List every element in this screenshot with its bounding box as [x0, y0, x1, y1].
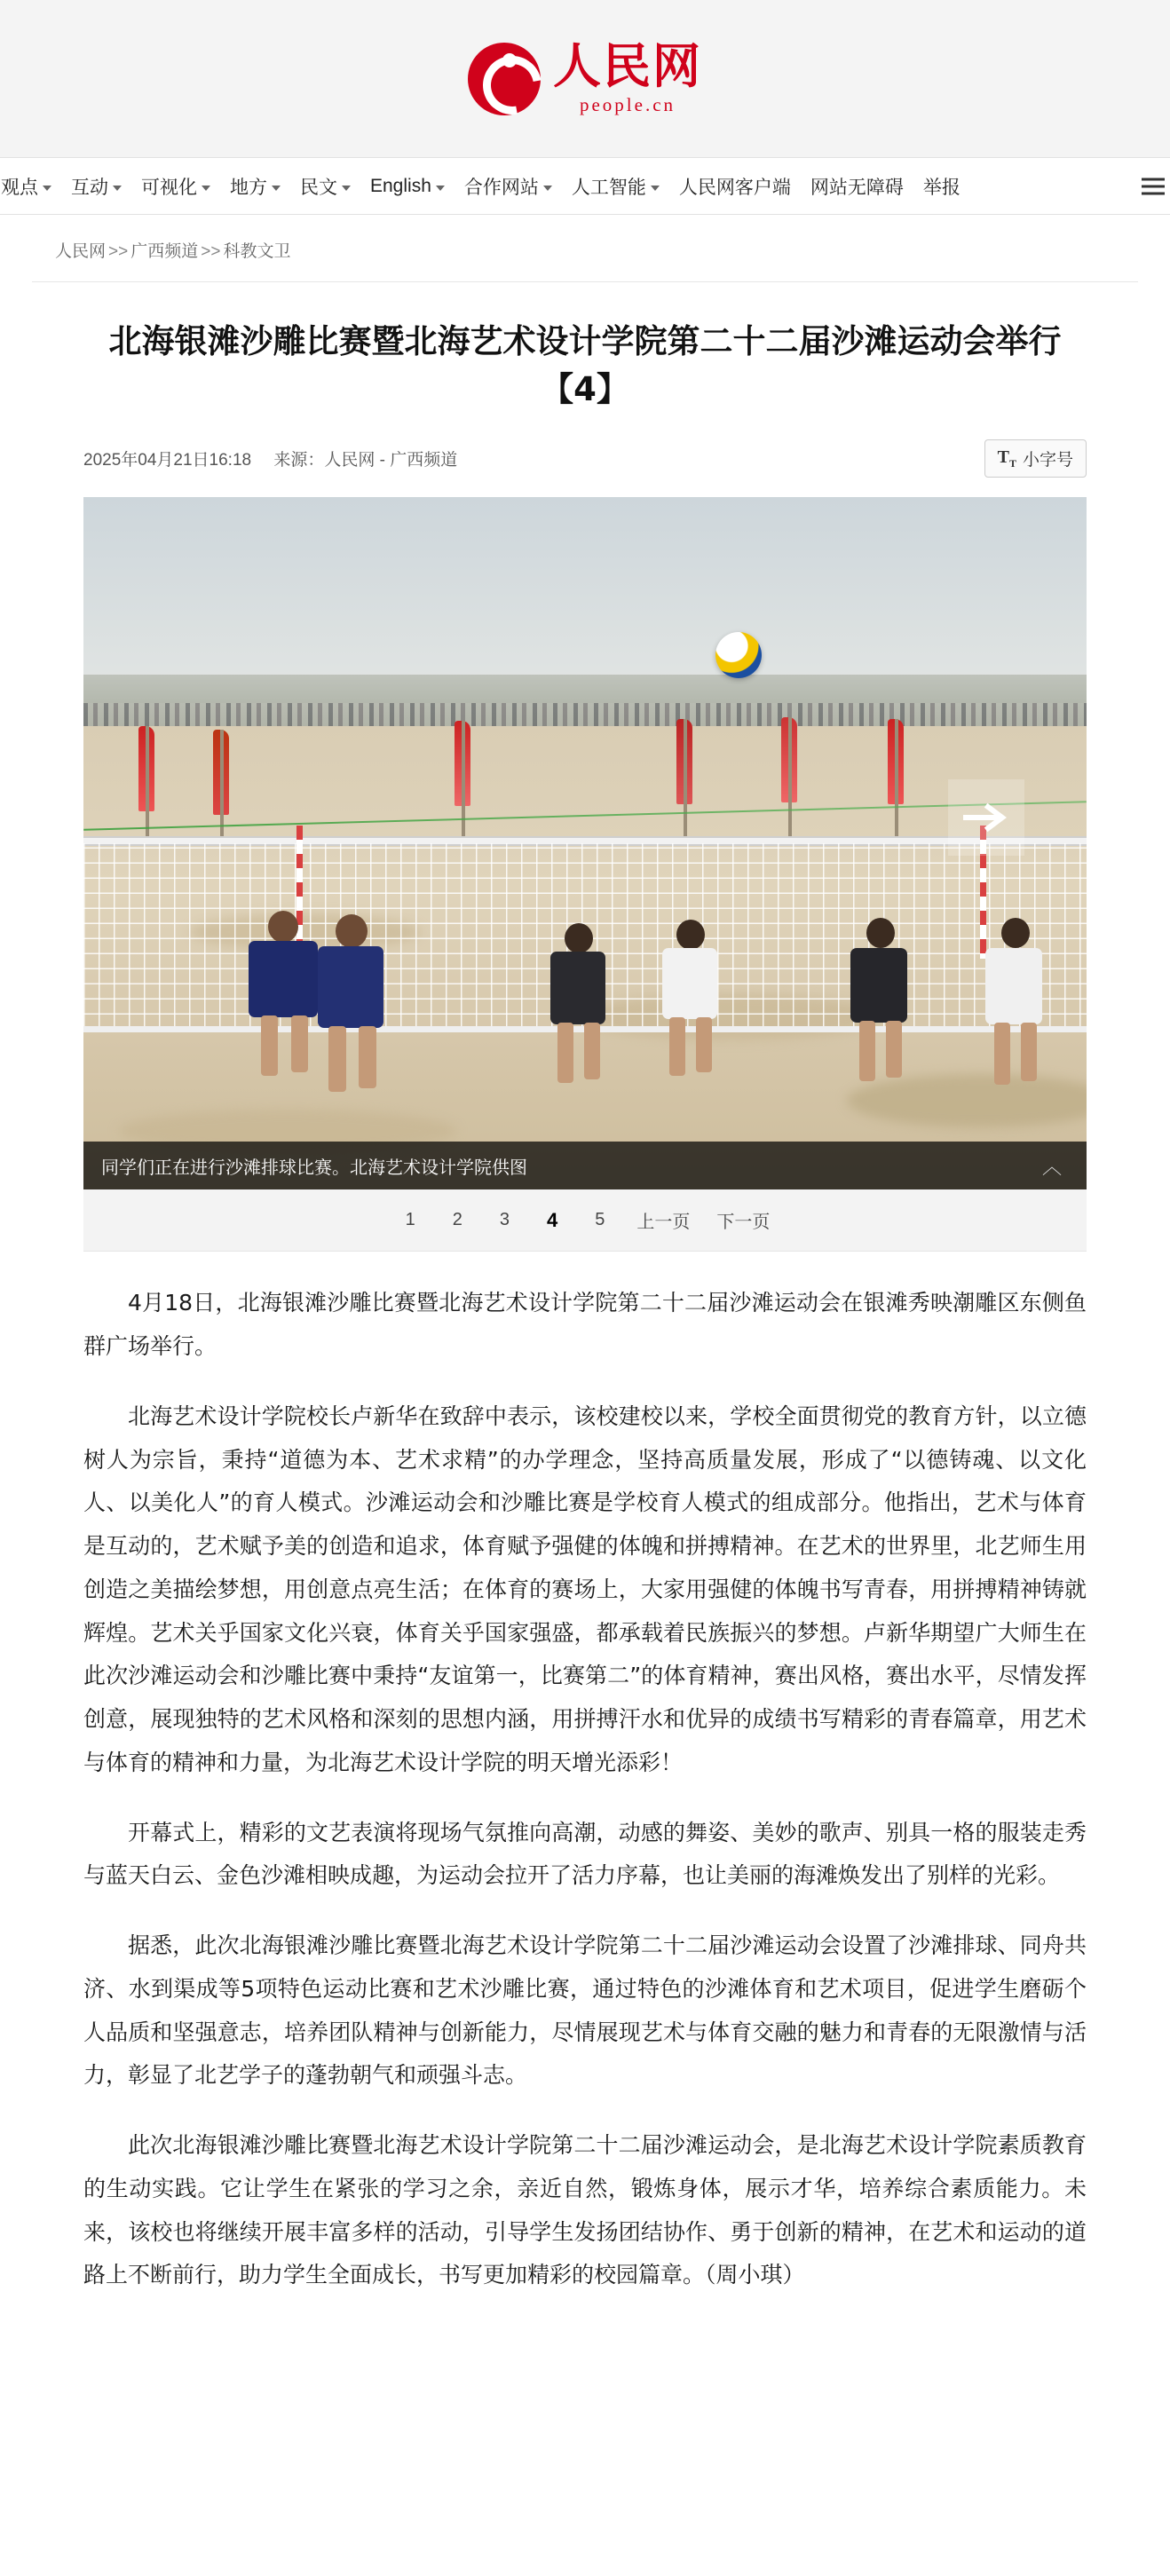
nav-item-report[interactable] [913, 173, 970, 200]
font-size-button[interactable] [984, 439, 1087, 478]
source-label: 来源： [273, 451, 325, 470]
article-container [32, 281, 1138, 2359]
nav-item-difang[interactable] [220, 173, 290, 200]
chevron-down-icon [436, 186, 445, 191]
nav-item-label: English [370, 175, 431, 196]
photo-net-antenna [296, 826, 303, 959]
photo-flag-pole [462, 721, 465, 838]
people-cn-logo-icon [468, 43, 541, 115]
nav-item-app[interactable] [669, 173, 801, 200]
breadcrumb-item-home[interactable]: 人民网 [55, 242, 107, 261]
photo-flag-pole [220, 730, 224, 840]
photo-caption: 同学们正在进行沙滩排球比赛。北海艺术设计学院供图 [101, 1158, 527, 1178]
article-meta [60, 439, 1110, 497]
logo-chinese-name: 人民网 [553, 38, 702, 94]
nav-item-guandian[interactable] [0, 173, 61, 200]
nav-item-label: 互动 [71, 177, 108, 198]
photo-volleyball [715, 632, 762, 678]
nav-item-hudong[interactable] [61, 173, 131, 200]
page-title: 北海银滩沙雕比赛暨北海艺术设计学院第二十二届沙滩运动会举行【4】 [108, 322, 1062, 408]
nav-item-accessibility[interactable] [801, 173, 913, 200]
photo-flag-pole [146, 726, 149, 840]
nav-item-label: 可视化 [141, 177, 197, 198]
photo-player [657, 948, 721, 1078]
font-size-label: 小字号 [1022, 451, 1073, 470]
menu-hamburger-icon[interactable] [1142, 178, 1165, 194]
article-body [60, 1252, 1110, 2351]
page-number-3[interactable]: 3 [499, 1210, 510, 1230]
chevron-down-icon [113, 186, 122, 191]
breadcrumb[interactable] [32, 215, 1138, 281]
prev-page-link[interactable]: 上一页 [636, 1213, 691, 1233]
chevron-down-icon [202, 186, 210, 191]
article-paragraph: 4月18日，北海银滩沙雕比赛暨北海艺术设计学院第二十二届沙滩运动会在银滩秀映潮雕区东侧鱼群广场举行。 [83, 1290, 1087, 1360]
next-photo-arrow-icon[interactable] [948, 779, 1024, 856]
next-page-link[interactable]: 下一页 [716, 1213, 771, 1233]
page-number-2[interactable]: 2 [452, 1210, 462, 1230]
page-number-5[interactable]: 5 [595, 1210, 605, 1230]
photo-player [545, 952, 609, 1083]
breadcrumb-separator: >> [201, 242, 221, 261]
nav-item-label: 举报 [922, 177, 961, 198]
nav-item-label: 地方 [230, 177, 267, 198]
photo-caption-bar [83, 1142, 1087, 1189]
nav-item-hezuowangzhan[interactable] [455, 173, 562, 200]
site-header [0, 0, 1170, 158]
logo-text [553, 38, 702, 115]
chevron-down-icon [43, 186, 51, 191]
photo-player [241, 941, 323, 1074]
article-paragraph: 据悉，此次北海银滩沙雕比赛暨北海艺术设计学院第二十二届沙滩运动会设置了沙滩排球、同舟共济、水到渠成等5项特色运动比赛和艺术沙雕比赛，通过特色的沙滩体育和艺术项目，促进学生磨砺个人品质和坚强意志，培养团队精神与创新能力，尽情展现艺术与体育交融的魅力和青春的无限激情与活力，彰显了北艺学子的蓬勃朝气和顽强斗志。 [83, 1932, 1087, 2089]
nav-item-label: 人工智能 [571, 177, 646, 198]
chevron-down-icon [272, 186, 281, 191]
article-paragraph: 北海艺术设计学院校长卢新华在致辞中表示，该校建校以来，学校全面贯彻党的教育方针，以立德树人为宗旨，秉持“道德为本、艺术求精”的办学理念，坚持高质量发展，形成了“以德铸魂、以文化人、以美化人”的育人模式。沙滩运动会和沙雕比赛是学校育人模式的组成部分。他指出，艺术与体育是互动的，艺术赋予美的创造和追求，体育赋予强健的体魄和拼搏精神。在艺术的世界里，北艺师生用创造之美描绘梦想，用创意点亮生活；在体育的赛场上，大家用强健的体魄书写青春，用拼搏精神铸就辉煌。艺术关乎国家文化兴衰，体育关乎国家强盛，都承载着民族振兴的梦想。卢新华期望广大师生在此次沙滩运动会和沙雕比赛中秉持“友谊第一，比赛第二”的体育精神，赛出风格，赛出水平，尽情发挥创意，展现独特的艺术风格和深刻的思想内涵，用拼搏汗水和优异的成绩书写精彩的青春篇章，用艺术与体育的精神和力量，为北海艺术设计学院的明天增光添彩！ [83, 1403, 1087, 1775]
photo-flag-pole [788, 717, 792, 838]
breadcrumb-item-channel[interactable]: 广西频道 [130, 242, 199, 261]
publish-date: 2025年04月21日16:18 [83, 451, 252, 470]
logo-english-name: people.cn [579, 94, 676, 115]
nav-item-label: 合作网站 [463, 177, 539, 198]
article-paragraph: 此次北海银滩沙雕比赛暨北海艺术设计学院第二十二届沙滩运动会，是北海艺术设计学院素质教育的生动实践。它让学生在紧张的学习之余，亲近自然，锻炼身体，展示才华，培养综合素质能力。未来，该校也将继续开展丰富多样的活动，引导学生发扬团结协作、勇于创新的精神，在艺术和运动的道路上不断前行，助力学生全面成长，书写更加精彩的校园篇章。（周小琪） [83, 2132, 1087, 2288]
site-logo[interactable] [468, 38, 702, 115]
chevron-down-icon [543, 186, 552, 191]
nav-item-label: 人民网客户端 [678, 177, 791, 198]
main-navigation[interactable] [0, 158, 1170, 215]
photo-player [845, 948, 913, 1083]
article-paragraph: 开幕式上，精彩的文艺表演将现场气氛推向高潮，动感的舞姿、美妙的歌声、别具一格的服装走秀与蓝天白云、金色沙滩相映成趣，为运动会拉开了活力序幕，也让美丽的海滩焕发出了别样的光彩。 [83, 1819, 1087, 1889]
photo-pagination[interactable] [83, 1189, 1087, 1252]
chevron-up-icon[interactable]: ︿ [1041, 1155, 1062, 1178]
text-size-icon: $T_T$ [997, 446, 1016, 470]
nav-item-english[interactable] [360, 176, 455, 197]
nav-item-label: 网站无障碍 [810, 177, 904, 198]
page-number-4-active[interactable]: 4 [547, 1208, 558, 1231]
article-meta-left [83, 446, 457, 470]
breadcrumb-separator: >> [108, 242, 129, 261]
source-name: 人民网 - 广西频道 [324, 451, 458, 470]
article-photo[interactable] [83, 497, 1087, 1189]
nav-item-label: 民文 [300, 177, 337, 198]
photo-player [980, 948, 1047, 1087]
page-content [32, 215, 1138, 2359]
page-number-1[interactable]: 1 [405, 1210, 415, 1230]
breadcrumb-item-category[interactable]: 科教文卫 [223, 242, 291, 261]
nav-item-keshihua[interactable] [131, 173, 220, 200]
nav-item-rengongzhineng[interactable] [562, 173, 669, 200]
photo-flag-pole [895, 719, 898, 838]
chevron-down-icon [342, 186, 351, 191]
photo-player [312, 946, 389, 1090]
photo-flag-pole [684, 719, 687, 838]
nav-item-minwen[interactable] [290, 173, 360, 200]
chevron-down-icon [651, 186, 660, 191]
nav-item-label: 观点 [1, 177, 38, 198]
